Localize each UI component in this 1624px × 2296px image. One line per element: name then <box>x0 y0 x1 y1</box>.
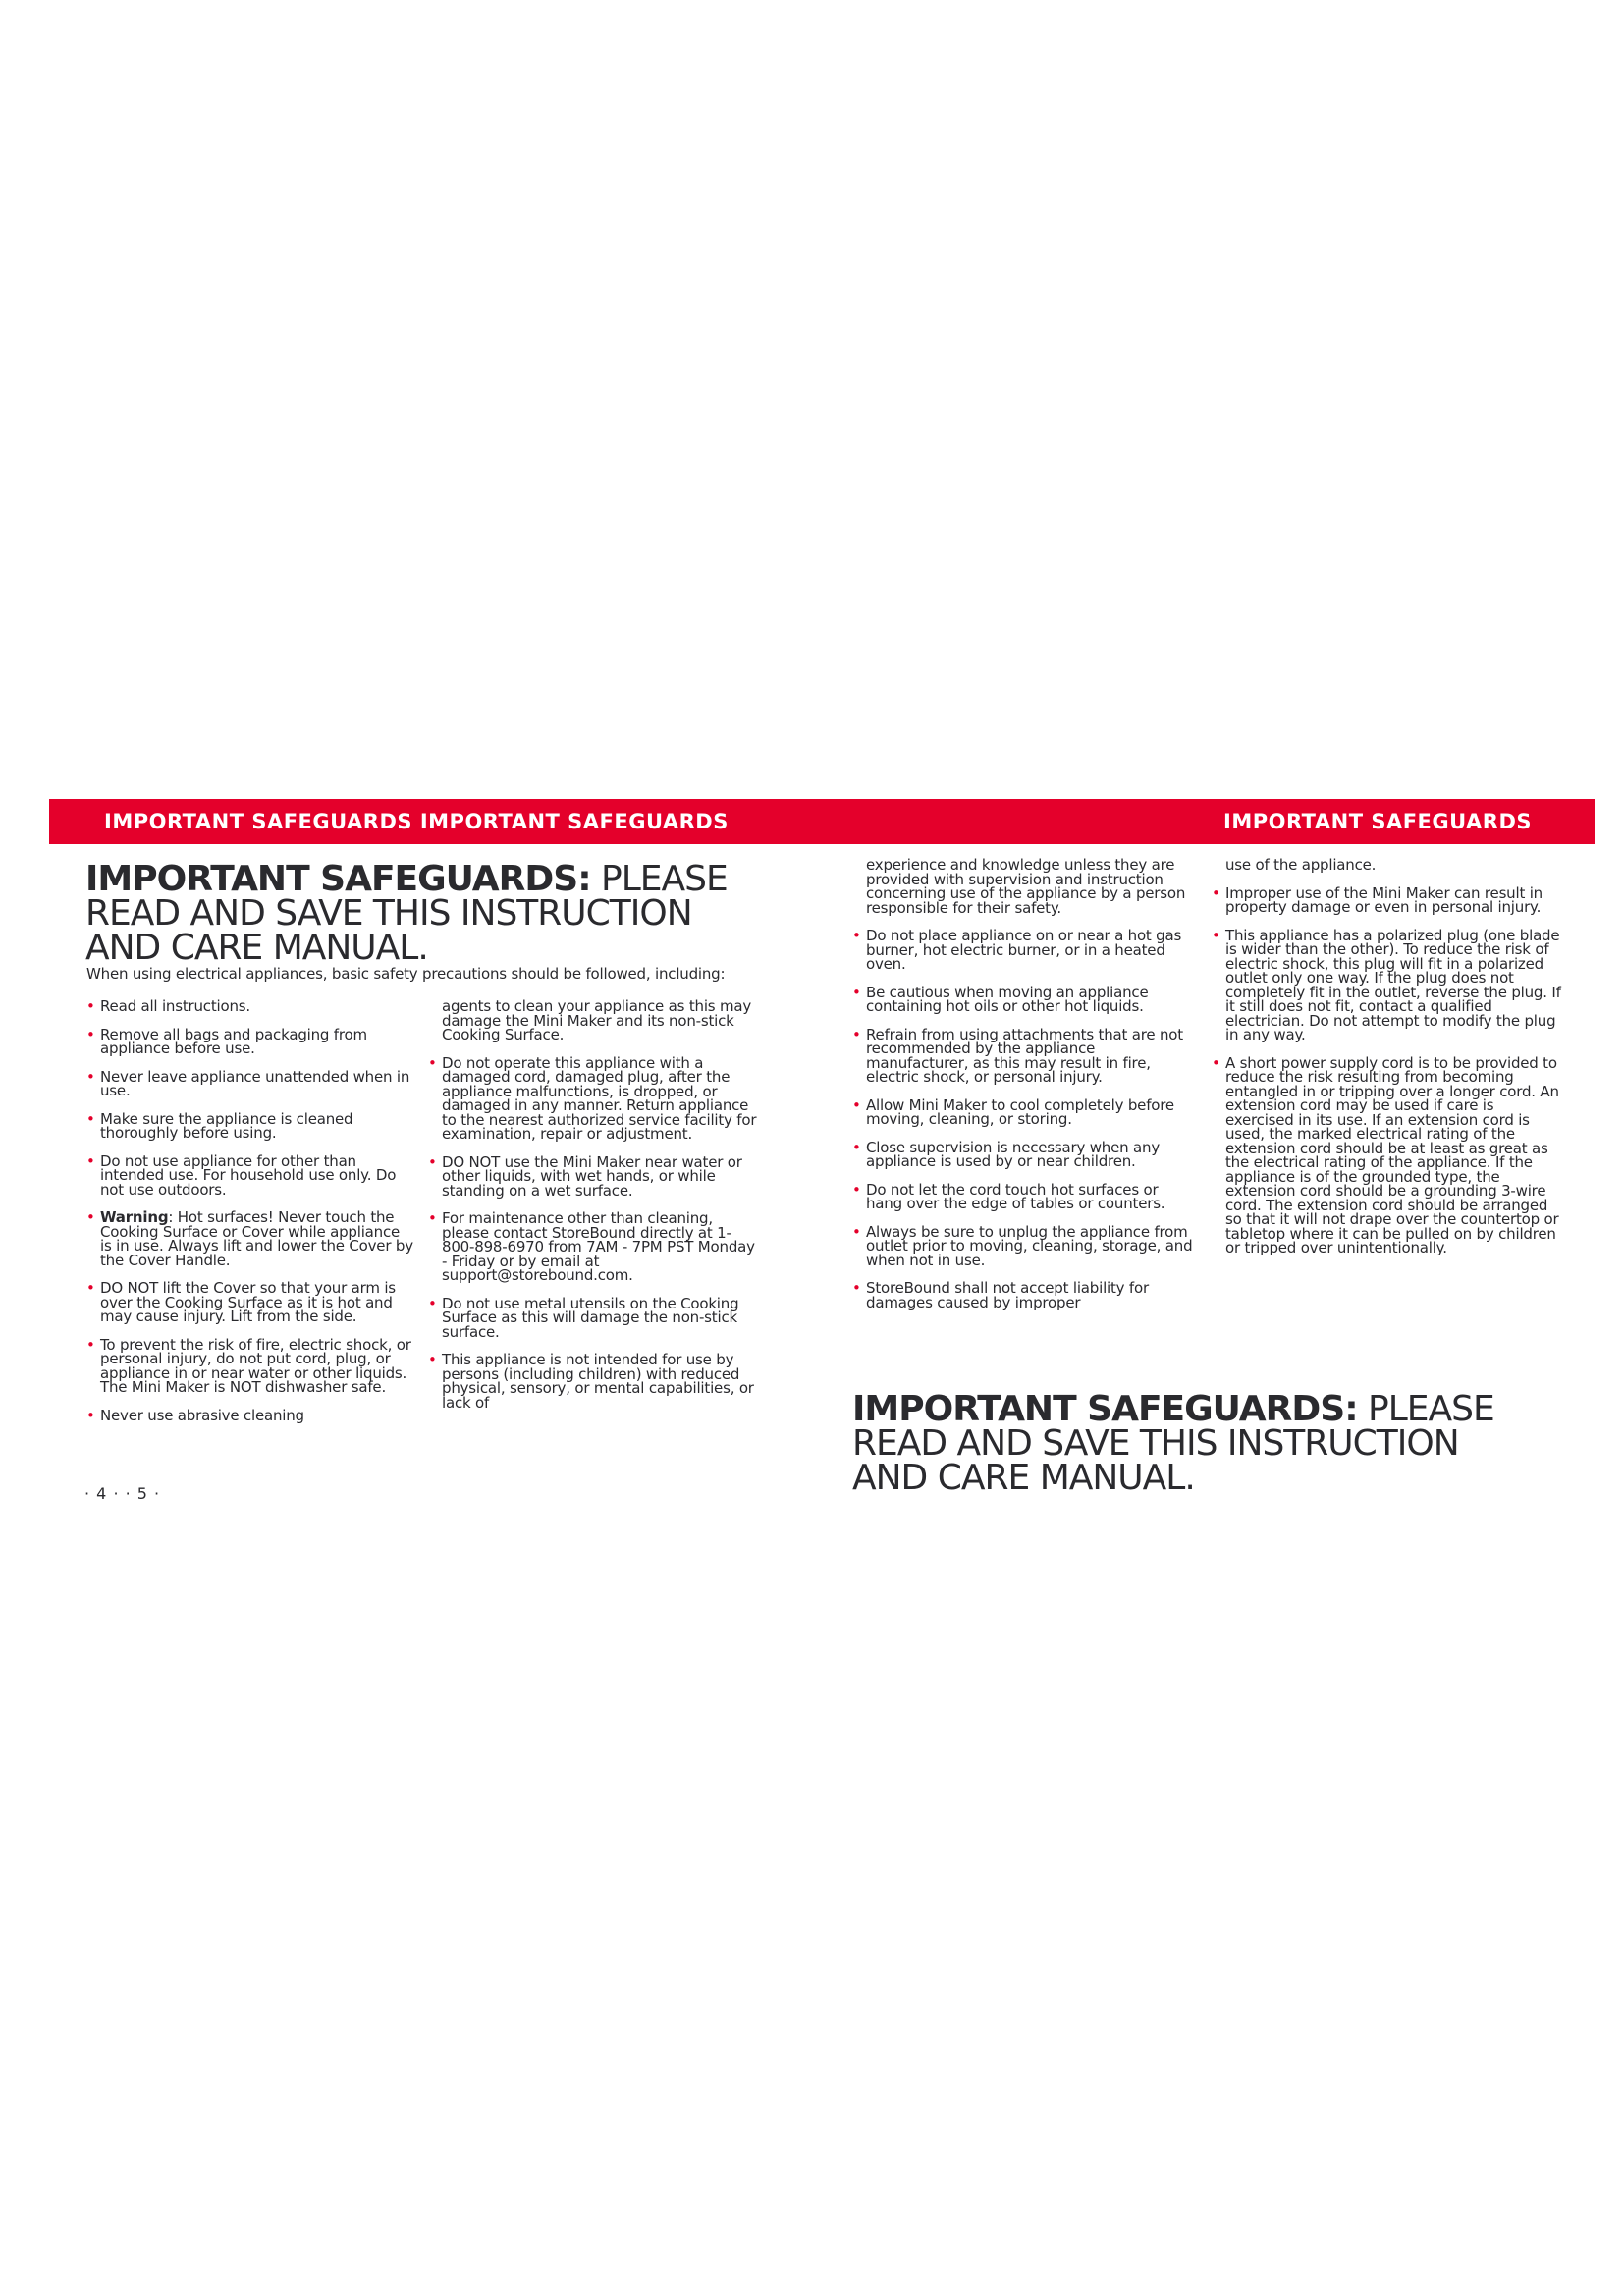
list-item: • A short power supply cord is to be provided to reduce the risk resulting from becoming entangled in or tripping over a longer cord. An extension cord may be used if care is exercised in its use. If an extension cord is used, the marked electrical rating of the extension cord should be at least as great as the electrical rating of the appliance. If the appliance is of the grounded type, the extension cord should be a grounding 3-wire cord. The extension cord should be arranged so that it will not drape over the countertop or tabletop where it can be pulled on by children or tripped over unintentionally. <box>1212 1056 1561 1255</box>
list-item: • Do not use appliance for other than intended use. For household use only. Do not use outdoors. <box>86 1154 414 1198</box>
list-item: • Be cautious when moving an appliance containing hot oils or other hot liquids. <box>852 986 1198 1014</box>
warning-label: Warning <box>100 1208 169 1226</box>
list-item: • Warning: Hot surfaces! Never touch the Cooking Surface or Cover while appliance is in use. Always lift and lower the Cover by the Cover Handle. <box>86 1210 414 1267</box>
list-item: • Make sure the appliance is cleaned thoroughly before using. <box>86 1112 414 1141</box>
list-item: • Allow Mini Maker to cool completely before moving, cleaning, or storing. <box>852 1098 1198 1127</box>
heading-bold: IMPORTANT SAFEGUARDS: <box>85 859 591 899</box>
page-heading-left <box>85 859 728 968</box>
heading-line1-rest: PLEASE <box>1357 1389 1494 1429</box>
heading-line3: AND CARE MANUAL. <box>852 1458 1195 1498</box>
list-item: • Remove all bags and packaging from appliance before use. <box>86 1028 414 1056</box>
list-item-continuation: use of the appliance. <box>1225 856 1377 874</box>
heading-line2: READ AND SAVE THIS INSTRUCTION <box>852 1423 1459 1464</box>
column-2 <box>428 999 758 1423</box>
list-item: • To prevent the risk of fire, electric shock, or personal injury, do not put cord, plug, or appliance in or near water or other liquids. The Mini Maker is NOT dishwasher safe. <box>86 1338 414 1395</box>
list-item: • Read all instructions. <box>86 999 414 1014</box>
list-item-continuation: agents to clean your appliance as this may damage the Mini Maker and its non-stick Cooking Surface. <box>442 997 752 1043</box>
list-item: • Never use abrasive cleaning <box>86 1409 414 1423</box>
list-item: • DO NOT lift the Cover so that your arm is over the Cooking Surface as it is hot and may cause injury. Lift from the side. <box>86 1281 414 1324</box>
list-item: • StoreBound shall not accept liability for damages caused by improper <box>852 1281 1198 1309</box>
heading-line1-rest: PLEASE <box>590 859 728 899</box>
list-item: • This appliance is not intended for use by persons (including children) with reduced physical, sensory, or mental capabilities, or lack of <box>428 1353 758 1410</box>
column-3 <box>852 858 1198 1323</box>
list-item: • Do not let the cord touch hot surfaces or hang over the edge of tables or counters. <box>852 1183 1198 1211</box>
banner-left-title: IMPORTANT SAFEGUARDS IMPORTANT SAFEGUARDS <box>104 810 729 833</box>
list-item: • This appliance has a polarized plug (one blade is wider than the other). To reduce the risk of electric shock, this plug will fit in a polarized outlet only one way. If the plug does not completely fit in the outlet, reverse the plug. If it still does not fit, contact a qualified electrician. Do not attempt to modify the plug in any way. <box>1212 929 1561 1042</box>
list-item: • Always be sure to unplug the appliance from outlet prior to moving, cleaning, storage, and when not in use. <box>852 1225 1198 1268</box>
list-item: • Improper use of the Mini Maker can result in property damage or even in personal injury. <box>1212 886 1561 915</box>
intro-text: When using electrical appliances, basic safety precautions should be followed, including: <box>86 965 726 983</box>
column-1 <box>86 999 414 1436</box>
header-banner <box>49 799 1595 844</box>
list-item: • Do not operate this appliance with a damaged cord, damaged plug, after the appliance malfunctions, is dropped, or damaged in any manner. Return appliance to the nearest authorized service facility for examination, repair or adjustment. <box>428 1056 758 1142</box>
list-item: • Close supervision is necessary when any appliance is used by or near children. <box>852 1141 1198 1169</box>
list-item: • Refrain from using attachments that are not recommended by the appliance manufacturer, as this may result in fire, electric shock, or personal injury. <box>852 1028 1198 1085</box>
list-item: • Do not place appliance on or near a hot gas burner, hot electric burner, or in a heated oven. <box>852 929 1198 972</box>
page-numbers: · 4 · · 5 · <box>84 1484 161 1503</box>
page-heading-right <box>852 1389 1494 1498</box>
heading-line2: READ AND SAVE THIS INSTRUCTION <box>85 893 692 934</box>
list-item: • For maintenance other than cleaning, please contact StoreBound directly at 1-800-898-6970 from 7AM - 7PM PST Monday - Friday or by email at support@storebound.com. <box>428 1211 758 1283</box>
column-4 <box>1212 858 1561 1269</box>
list-item-continuation: experience and knowledge unless they are provided with supervision and instruction concerning use of the appliance by a person responsible for their safety. <box>866 856 1186 917</box>
banner-right-title: IMPORTANT SAFEGUARDS <box>1223 810 1533 833</box>
heading-bold: IMPORTANT SAFEGUARDS: <box>852 1389 1358 1429</box>
list-item: • Never leave appliance unattended when in use. <box>86 1070 414 1098</box>
list-item: • Do not use metal utensils on the Cooking Surface as this will damage the non-stick surface. <box>428 1297 758 1340</box>
heading-line3: AND CARE MANUAL. <box>85 928 428 968</box>
list-item: • DO NOT use the Mini Maker near water or other liquids, with wet hands, or while standing on a wet surface. <box>428 1155 758 1199</box>
